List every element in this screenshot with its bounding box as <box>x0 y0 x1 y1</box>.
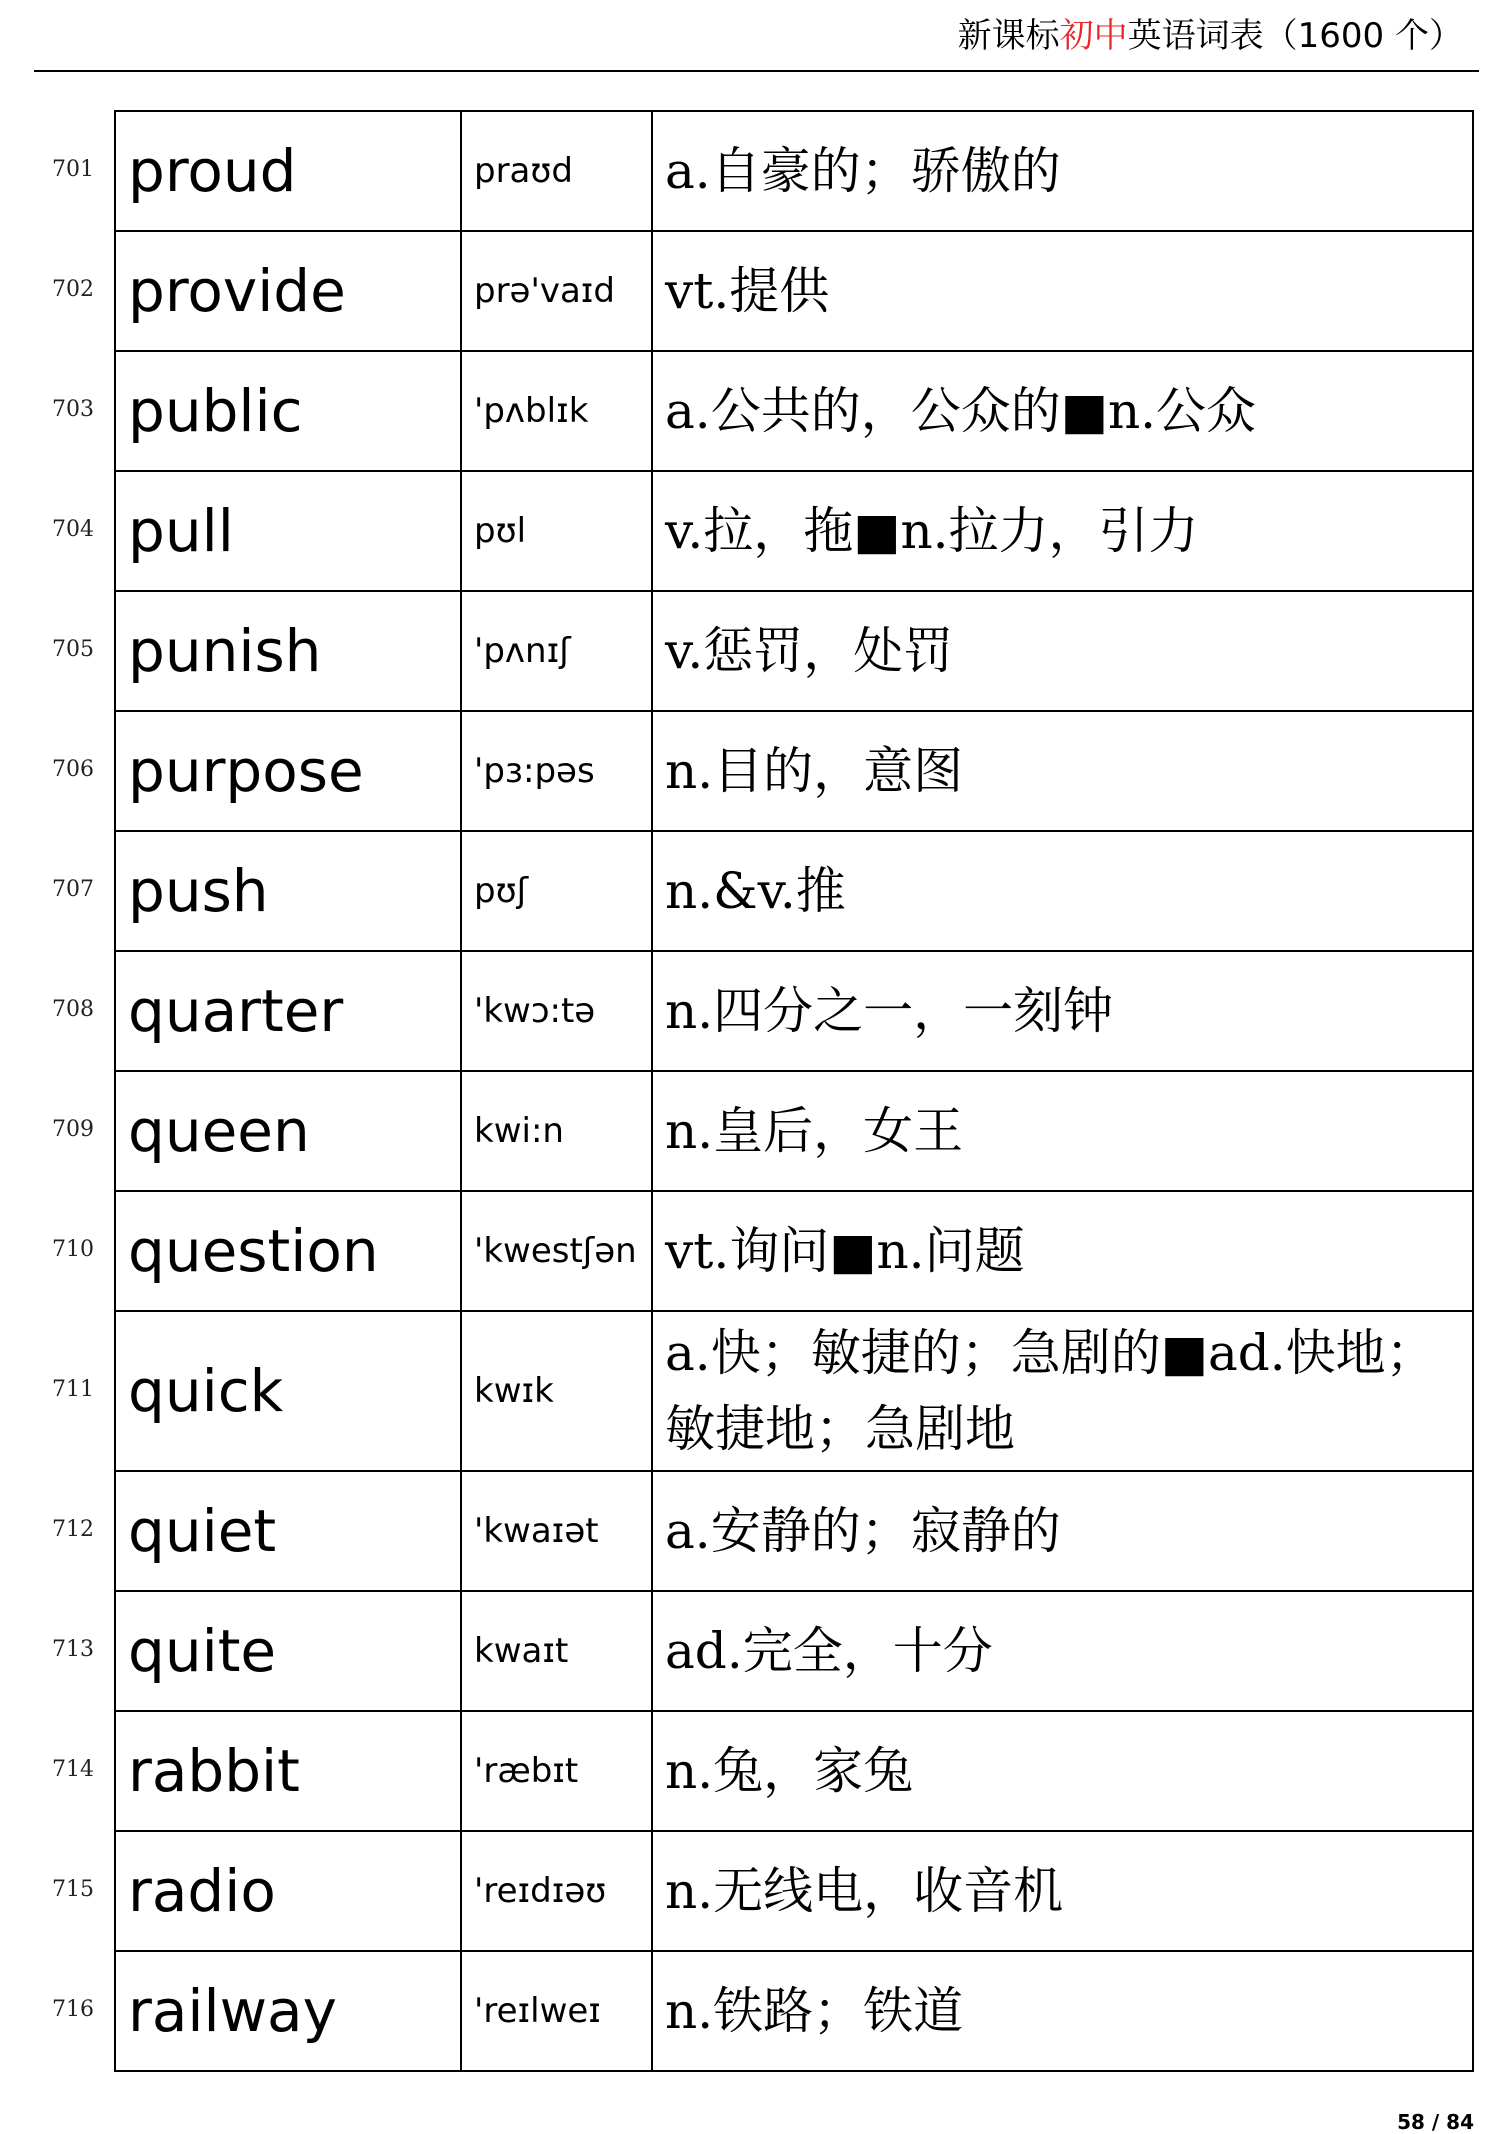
table-row <box>115 1591 1473 1711</box>
word-text: quarter <box>128 977 344 1045</box>
word-text: radio <box>128 1857 276 1925</box>
word-cell <box>115 111 461 231</box>
pronunciation-text: pʊl <box>474 511 527 551</box>
word-text: railway <box>128 1977 337 2045</box>
meaning-text: n.四分之一，一刻钟 <box>665 982 1114 1040</box>
meaning-text: a.安静的；寂静的 <box>665 1502 1061 1560</box>
word-cell <box>115 1831 461 1951</box>
row-number: 704 <box>52 517 94 542</box>
meaning-cell <box>652 711 1473 831</box>
meaning-cell <box>652 591 1473 711</box>
word-text: quite <box>128 1617 277 1685</box>
word-text: public <box>128 377 303 445</box>
pronunciation-text: kwi:n <box>474 1111 564 1151</box>
pronunciation-text: prə'vaɪd <box>474 271 615 311</box>
row-number: 716 <box>52 1997 94 2022</box>
pronunciation-cell <box>461 1071 652 1191</box>
table-row <box>115 231 1473 351</box>
row-number: 714 <box>52 1757 94 1782</box>
table-row <box>115 351 1473 471</box>
meaning-cell <box>652 1311 1473 1471</box>
pronunciation-text: 'pɜ:pəs <box>474 751 595 791</box>
meaning-cell <box>652 1071 1473 1191</box>
pronunciation-cell <box>461 351 652 471</box>
pronunciation-text: kwɪk <box>474 1371 554 1411</box>
pronunciation-cell <box>461 831 652 951</box>
pronunciation-text: 'pʌblɪk <box>474 391 589 431</box>
pronunciation-cell <box>461 471 652 591</box>
word-cell <box>115 1071 461 1191</box>
page-number: 58 / 84 <box>1397 2110 1474 2134</box>
word-cell <box>115 1311 461 1471</box>
meaning-text: n.目的，意图 <box>665 742 964 800</box>
meaning-cell <box>652 111 1473 231</box>
meaning-cell <box>652 951 1473 1071</box>
word-cell <box>115 591 461 711</box>
word-text: push <box>128 857 269 925</box>
meaning-cell <box>652 1471 1473 1591</box>
word-text: quiet <box>128 1497 277 1565</box>
table-row <box>115 591 1473 711</box>
meaning-text: v.拉，拖■n.拉力，引力 <box>665 502 1199 560</box>
pronunciation-text: 'reɪdɪəʊ <box>474 1871 607 1911</box>
word-cell <box>115 231 461 351</box>
pronunciation-text: 'kwestʃən <box>474 1231 637 1271</box>
table-row <box>115 1311 1473 1471</box>
pronunciation-cell <box>461 231 652 351</box>
pronunciation-text: 'kwɔ:tə <box>474 991 596 1031</box>
word-cell <box>115 951 461 1071</box>
word-cell <box>115 1711 461 1831</box>
meaning-text: n.&v.推 <box>665 862 846 920</box>
word-cell <box>115 1591 461 1711</box>
pronunciation-cell <box>461 1951 652 2071</box>
meaning-text: n.铁路；铁道 <box>665 1982 964 2040</box>
word-cell <box>115 351 461 471</box>
word-cell <box>115 711 461 831</box>
table-row <box>115 1951 1473 2071</box>
pronunciation-text: pʊʃ <box>474 871 529 911</box>
word-text: rabbit <box>128 1737 300 1805</box>
word-text: question <box>128 1217 379 1285</box>
meaning-text: a.自豪的；骄傲的 <box>665 142 1061 200</box>
pronunciation-cell <box>461 711 652 831</box>
meaning-text: v.惩罚，处罚 <box>665 622 954 680</box>
table-row <box>115 1831 1473 1951</box>
meaning-cell <box>652 1591 1473 1711</box>
header-title-accent: 初中 <box>1059 16 1128 56</box>
pronunciation-cell <box>461 1591 652 1711</box>
header-title <box>958 14 1463 58</box>
row-number: 711 <box>52 1377 94 1402</box>
table-row <box>115 1071 1473 1191</box>
meaning-text: vt.提供 <box>665 262 830 320</box>
meaning-cell <box>652 831 1473 951</box>
header-title-prefix: 新课标 <box>957 16 1060 56</box>
row-number: 706 <box>52 757 94 782</box>
word-cell <box>115 1951 461 2071</box>
word-text: pull <box>128 497 234 565</box>
row-number: 701 <box>52 157 94 182</box>
pronunciation-cell <box>461 1191 652 1311</box>
pronunciation-text: 'reɪlweɪ <box>474 1991 601 2031</box>
meaning-cell <box>652 471 1473 591</box>
word-text: quick <box>128 1357 284 1425</box>
pronunciation-text: kwaɪt <box>474 1631 569 1671</box>
pronunciation-text: 'kwaɪət <box>474 1511 599 1551</box>
row-number: 702 <box>52 277 94 302</box>
meaning-cell <box>652 1711 1473 1831</box>
meaning-text: n.皇后，女王 <box>665 1102 964 1160</box>
page-header <box>34 0 1479 72</box>
row-number: 703 <box>52 397 94 422</box>
row-number: 710 <box>52 1237 94 1262</box>
table-row <box>115 111 1473 231</box>
word-text: provide <box>128 257 346 325</box>
row-number: 713 <box>52 1637 94 1662</box>
pronunciation-cell <box>461 1471 652 1591</box>
row-number: 707 <box>52 877 94 902</box>
table-row <box>115 831 1473 951</box>
row-number: 708 <box>52 997 94 1022</box>
word-text: proud <box>128 137 297 205</box>
row-number: 709 <box>52 1117 94 1142</box>
meaning-cell <box>652 1951 1473 2071</box>
meaning-text: n.兔，家兔 <box>665 1742 914 1800</box>
meaning-cell <box>652 1191 1473 1311</box>
meaning-cell <box>652 351 1473 471</box>
meaning-text: a.公共的，公众的■n.公众 <box>665 382 1257 440</box>
row-number: 715 <box>52 1877 94 1902</box>
vocabulary-table <box>114 110 1474 2072</box>
meaning-text: ad.完全，十分 <box>665 1622 993 1680</box>
pronunciation-text: 'pʌnɪʃ <box>474 631 571 671</box>
meaning-text: n.无线电，收音机 <box>665 1862 1064 1920</box>
table-row <box>115 951 1473 1071</box>
meaning-cell <box>652 231 1473 351</box>
header-title-suffix: 英语词表（1600 个） <box>1127 16 1463 56</box>
word-cell <box>115 1191 461 1311</box>
pronunciation-cell <box>461 591 652 711</box>
row-number: 705 <box>52 637 94 662</box>
pronunciation-cell <box>461 111 652 231</box>
pronunciation-text: 'ræbɪt <box>474 1751 579 1791</box>
pronunciation-text: praʊd <box>474 151 573 191</box>
word-text: queen <box>128 1097 310 1165</box>
meaning-text: a.快；敏捷的；急剧的■ad.快地；敏捷地；急剧地 <box>665 1324 1436 1458</box>
pronunciation-cell <box>461 1711 652 1831</box>
pronunciation-cell <box>461 1831 652 1951</box>
pronunciation-cell <box>461 1311 652 1471</box>
pronunciation-cell <box>461 951 652 1071</box>
meaning-text: vt.询问■n.问题 <box>665 1222 1025 1280</box>
table-row <box>115 471 1473 591</box>
table-row <box>115 711 1473 831</box>
word-cell <box>115 831 461 951</box>
word-cell <box>115 1471 461 1591</box>
word-text: purpose <box>128 737 364 805</box>
table-row <box>115 1191 1473 1311</box>
meaning-cell <box>652 1831 1473 1951</box>
word-cell <box>115 471 461 591</box>
word-text: punish <box>128 617 322 685</box>
table-row <box>115 1711 1473 1831</box>
row-number: 712 <box>52 1517 94 1542</box>
table-row <box>115 1471 1473 1591</box>
